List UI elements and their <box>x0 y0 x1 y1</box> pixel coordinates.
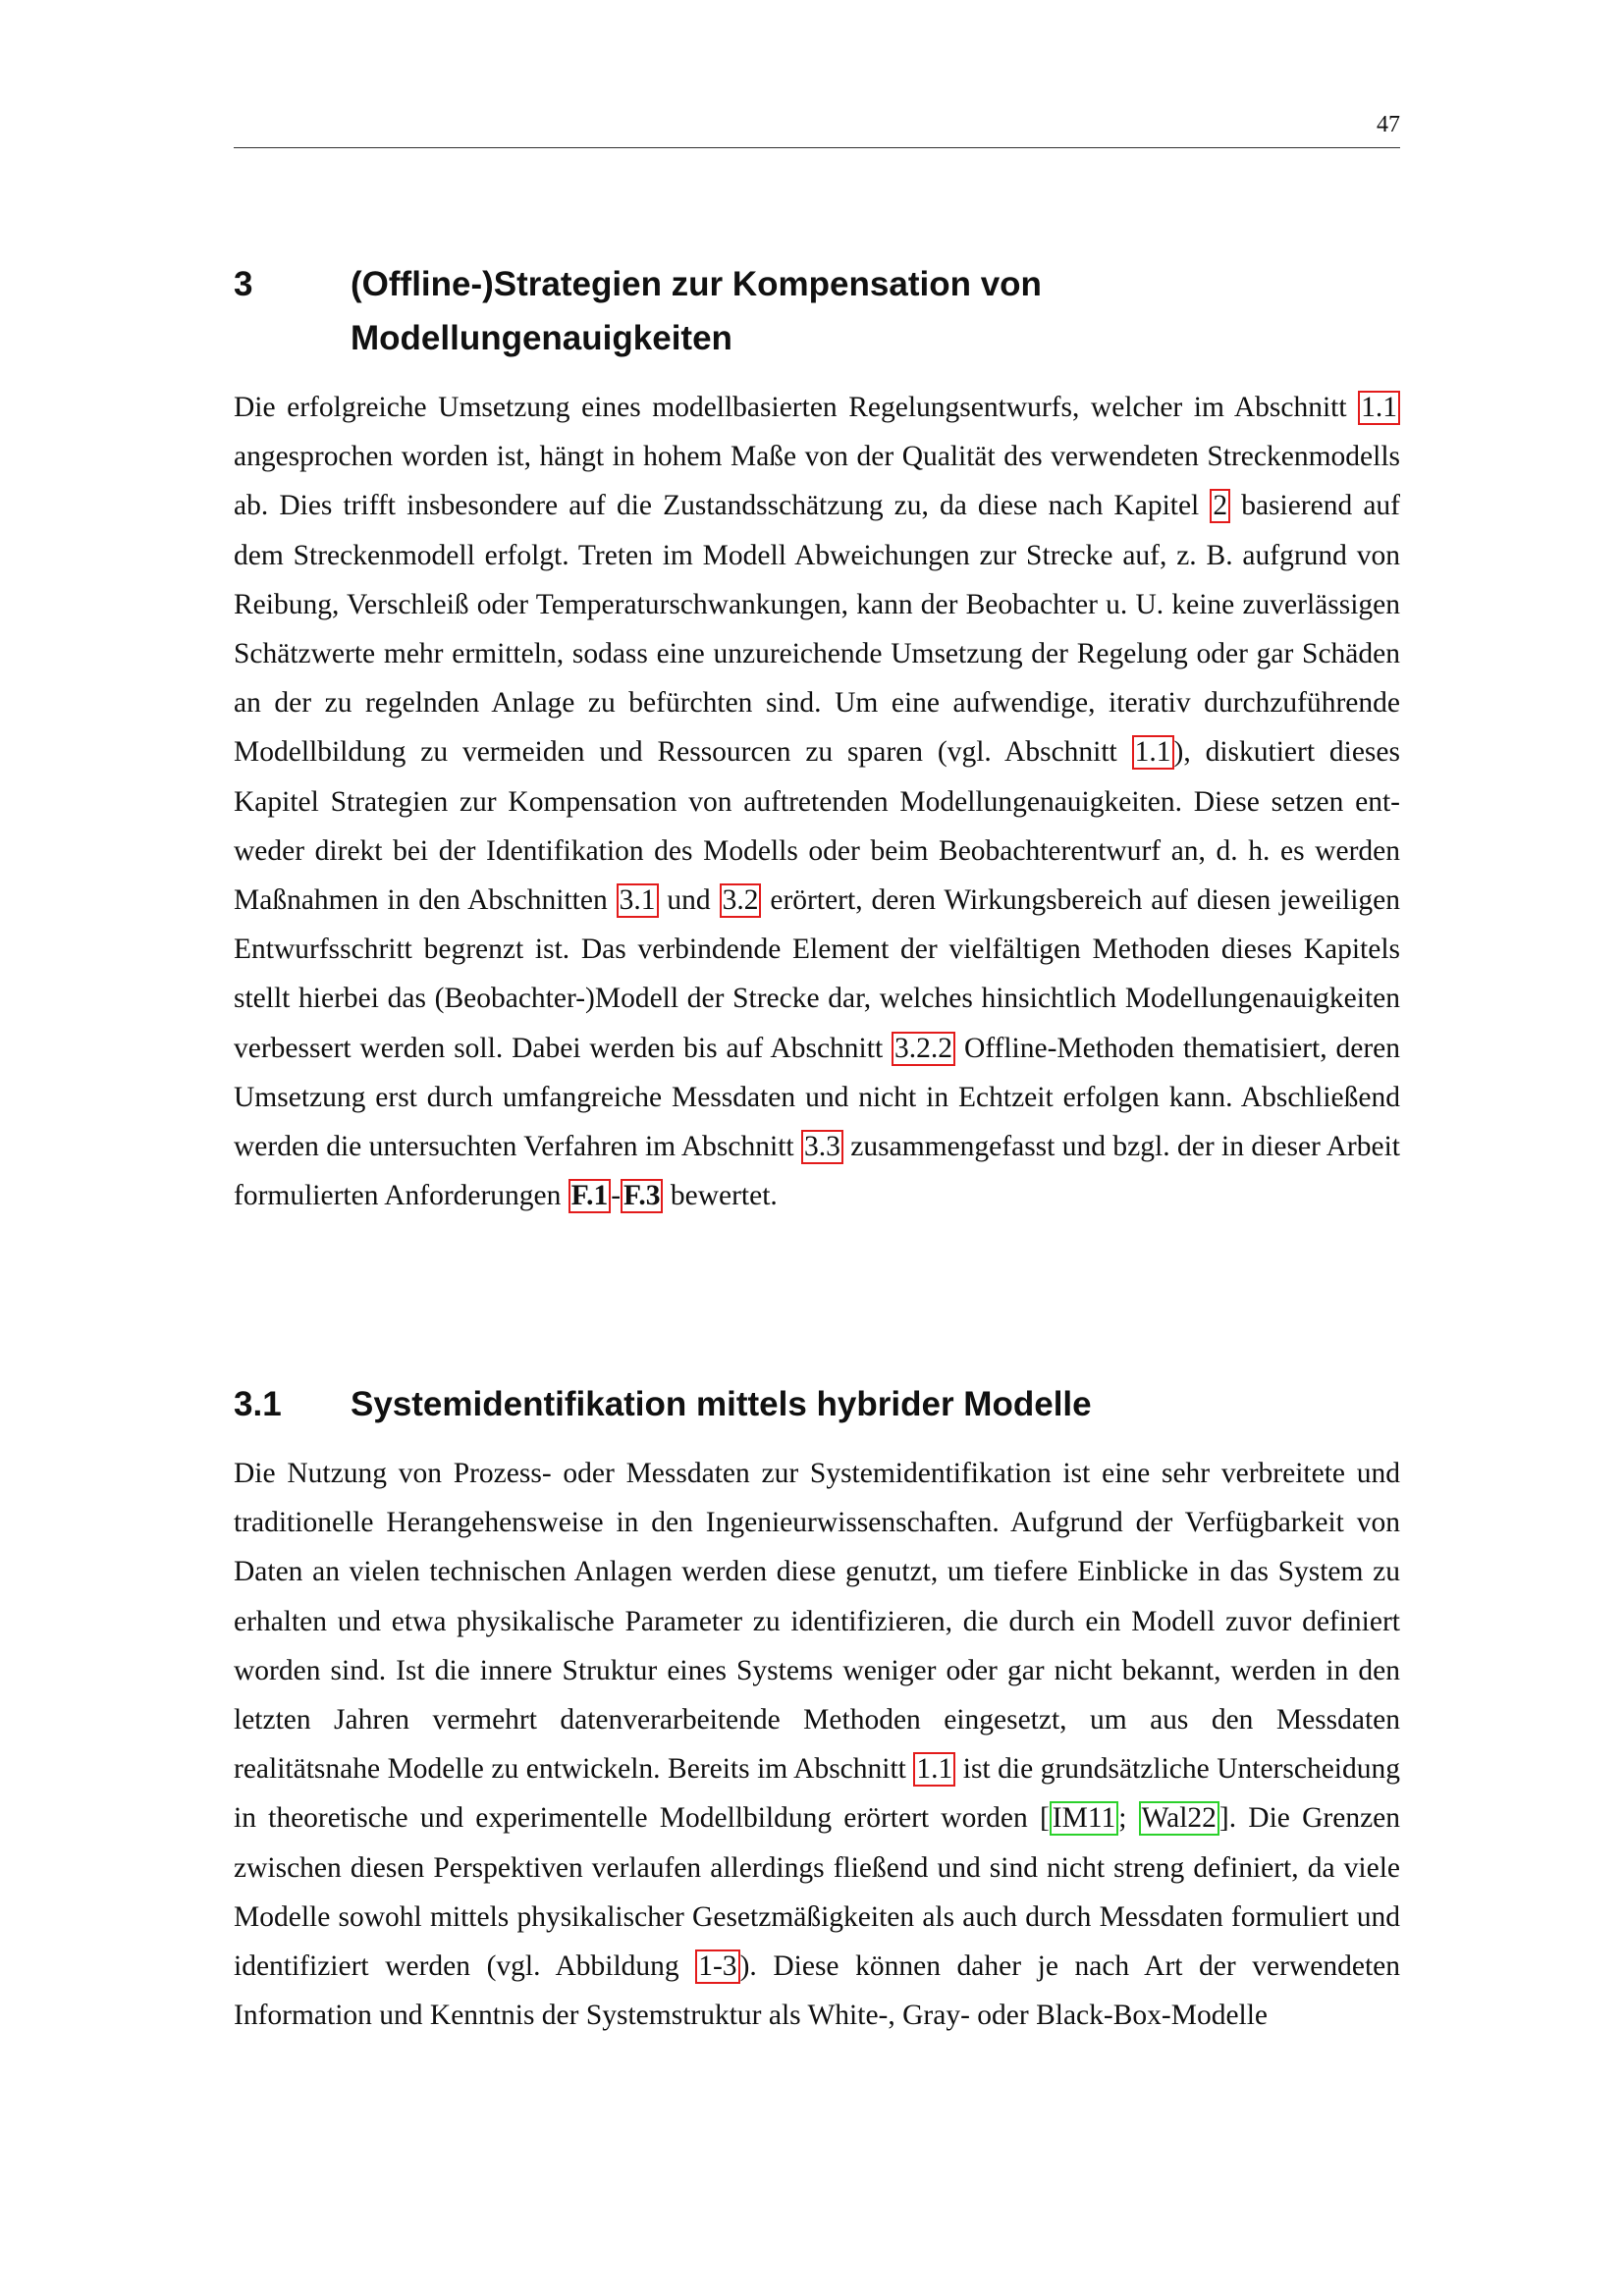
link-requirement-f1[interactable]: F.1 <box>568 1179 611 1213</box>
text-segment: Die erfolgreiche Umsetzung eines modellbasierten Regelungsentwurfs, welcher im Abschnitt <box>234 392 1359 423</box>
text-segment: ; <box>1118 1802 1139 1835</box>
citation-im11[interactable]: IM11 <box>1050 1801 1118 1836</box>
text-segment: bewertet. <box>663 1180 778 1212</box>
text-segment: erörtert, deren Wirkungsbereich auf diesen jeweiligen Entwurfsschritt begrenzt ist. Das verbindende Element der vielfältigen Methoden dieses Kapitels stellt hierbei das (Beobachter-)Modell der Strecke dar, welches hinsichtlich Modellungenauigkeiten verbessert werden soll. Dabei werden bis auf Abschnitt <box>234 884 1401 1064</box>
link-section-3-3[interactable]: 3.3 <box>801 1130 843 1164</box>
chapter-title: (Offline-)Strategien zur Kompensation von Modellungenauigkeiten <box>351 265 1042 357</box>
paragraph-intro <box>234 383 1400 1220</box>
link-figure-1-3[interactable]: 1-3 <box>695 1949 739 1984</box>
text-segment: angesprochen worden ist, hängt in hohem Maße von der Qualität des verwendeten Streckenmodells ab. Dies trifft insbesondere auf die Zustandsschätzung zu, da diese nach Kapitel <box>234 441 1400 522</box>
paragraph-section-3-1 <box>234 1449 1400 2040</box>
link-section-3-2[interactable]: 3.2 <box>720 883 762 918</box>
link-section-1-1[interactable]: 1.1 <box>1358 391 1400 425</box>
text-segment: ist die grundsätzliche Unterscheidung in theoretische und experimentelle Modellbildung erörtert worden [ <box>234 1753 1400 1835</box>
citation-wal22[interactable]: Wal22 <box>1139 1801 1219 1836</box>
link-section-3-1[interactable]: 3.1 <box>617 883 659 918</box>
text-segment: zusammengefasst und bzgl. der in dieser Arbeit formulierten Anforderungen <box>234 1131 1400 1212</box>
text-segment: ). Diese können daher je nach Art der verwendeten Information und Kenntnis der Systemstruktur als White-, Gray- oder Black-Box-Modelle <box>234 1950 1400 2032</box>
text-segment: Die Nutzung von Prozess- oder Messdaten zur Systemidentifikation ist eine sehr verbreitete und traditionelle Herangehensweise in den Ingenieurwissenschaften. Aufgrund der Verfügbarkeit von Daten an vielen technischen Anlagen werden diese genutzt, um tiefere Einblicke in das System zu erhalten und etwa physikalische Parameter zu identifizieren, die durch ein Modell zuvor definiert worden sind. Ist die innere Struktur eines Systems weniger oder gar nicht bekannt, werden in den letzten Jahren vermehrt datenverarbeitende Methoden eingesetzt, um aus den Messdaten realitätsnahe Modelle zu entwickeln. Bereits im Abschnitt <box>234 1458 1400 1786</box>
text-segment: ), diskutiert dieses Kapitel Strategien zur Kompensation von auftretenden Modellungenauigkeiten. Diese setzen entweder direkt bei der Identifikation des Modells oder beim Beobachterentwurf an, d. h. es werden Maßnahmen in den Abschnitten <box>234 736 1400 917</box>
page-number: 47 <box>1377 112 1400 137</box>
text-segment: und <box>658 884 720 917</box>
section-number: 3.1 <box>234 1385 282 1423</box>
chapter-number: 3 <box>234 265 253 303</box>
text-segment: Offline-Methoden thematisiert, deren Umsetzung erst durch umfangreiche Messdaten und nicht in Echtzeit erfolgen kann. Abschließend werden die untersuchten Verfahren im Abschnitt <box>234 1032 1400 1163</box>
text-segment: - <box>611 1180 622 1212</box>
section-title: Systemidentifikation mittels hybrider Modelle <box>351 1385 1092 1423</box>
link-section-3-2-2[interactable]: 3.2.2 <box>892 1032 955 1066</box>
section-heading <box>234 1377 1400 1431</box>
text-segment: basierend auf dem Streckenmodell erfolgt. Treten im Modell Abweichungen zur Strecke auf, z. B. aufgrund von Reibung, Verschleiß oder Temperaturschwankungen, kann der Beobachter u. U. keine zuverlässigen Schätzwerte mehr ermitteln, sodass eine unzureichende Umsetzung der Regelung oder gar Schäden an der zu regelnden Anlage zu befürchten sind. Um eine aufwendige, iterativ durchzuführende Modellbildung zu vermeiden und Ressourcen zu sparen (vgl. Abschnitt <box>234 490 1400 769</box>
text-segment: ]. Die Grenzen zwischen diesen Perspektiven verlaufen allerdings fließend und sind nicht streng definiert, da viele Modelle sowohl mittels physikalischer Gesetzmäßigkeiten als auch durch Messdaten formuliert und identifiziert werden (vgl. Abbildung <box>234 1802 1401 1983</box>
link-requirement-f3[interactable]: F.3 <box>621 1179 663 1213</box>
link-section-1-1[interactable]: 1.1 <box>1132 735 1174 770</box>
link-chapter-2[interactable]: 2 <box>1210 489 1230 523</box>
page-header <box>234 110 1400 148</box>
chapter-heading <box>234 257 1400 365</box>
link-section-1-1[interactable]: 1.1 <box>913 1752 955 1787</box>
